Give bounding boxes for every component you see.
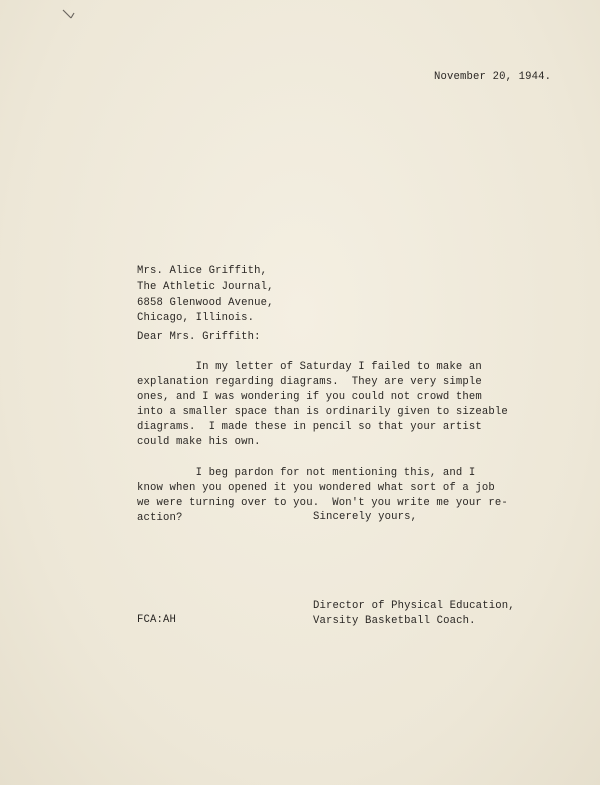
closing: Sincerely yours,	[313, 511, 418, 523]
body-line: we were turning over to you. Won't you write me your re-	[137, 497, 508, 509]
address-line: Chicago, Illinois.	[137, 312, 255, 324]
pencil-mark-icon	[62, 8, 82, 22]
body-line: I beg pardon for not mentioning this, and I	[137, 467, 476, 479]
signature-title-line: Director of Physical Education,	[313, 600, 515, 612]
body-line: explanation regarding diagrams. They are very simple	[137, 376, 482, 388]
body-line: could make his own.	[137, 436, 261, 448]
address-line: Mrs. Alice Griffith,	[137, 265, 268, 277]
address-line: 6858 Glenwood Avenue,	[137, 297, 274, 309]
body-line: know when you opened it you wondered what sort of a job	[137, 482, 495, 494]
reference-initials: FCA:AH	[137, 614, 177, 626]
salutation: Dear Mrs. Griffith:	[137, 331, 261, 343]
body-line: In my letter of Saturday I failed to make an	[137, 361, 482, 373]
body-line: ones, and I was wondering if you could not crowd them	[137, 391, 482, 403]
body-line: action?	[137, 512, 183, 524]
signature-title-line: Varsity Basketball Coach.	[313, 615, 476, 627]
body-line: into a smaller space than is ordinarily given to sizeable	[137, 406, 508, 418]
address-line: The Athletic Journal,	[137, 281, 274, 293]
body-line: diagrams. I made these in pencil so that your artist	[137, 421, 482, 433]
letter-date: November 20, 1944.	[434, 71, 552, 83]
